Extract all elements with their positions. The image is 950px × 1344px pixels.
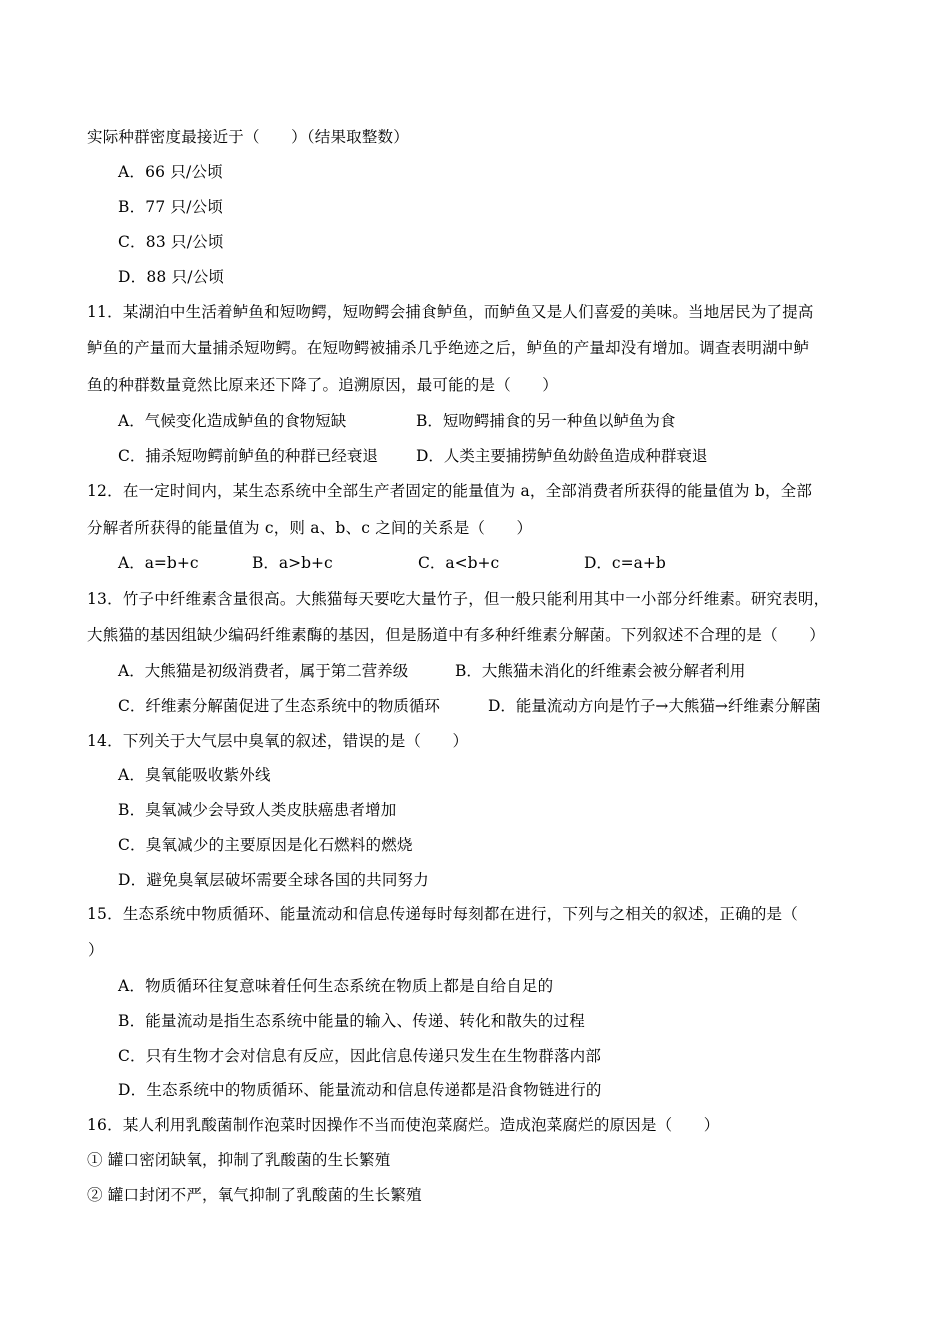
q10-option-a: A．66 只/公顷 — [118, 163, 223, 181]
q11-option-d: D．人类主要捕捞鲈鱼幼龄鱼造成种群衰退 — [416, 447, 708, 465]
q11-option-b: B．短吻鳄捕食的另一种鱼以鲈鱼为食 — [416, 412, 676, 430]
q11-stem-line-2: 鲈鱼的产量而大量捕杀短吻鳄。在短吻鳄被捕杀几乎绝迹之后，鲈鱼的产量却没有增加。调查表明湖中鲈 — [87, 339, 810, 357]
q11-option-c: C．捕杀短吻鳄前鲈鱼的种群已经衰退 — [118, 447, 378, 465]
q15-option-c: C．只有生物才会对信息有反应，因此信息传递只发生在生物群落内部 — [118, 1047, 602, 1065]
q12-option-c: C．a<b+c — [418, 554, 500, 572]
q12-option-d: D．c=a+b — [584, 554, 666, 572]
q16-item-2: ② 罐口封闭不严，氧气抑制了乳酸菌的生长繁殖 — [87, 1186, 422, 1204]
q13-options-row-1 — [118, 661, 878, 681]
q10-stem-end: 实际种群密度最接近于（ ）（结果取整数） — [87, 128, 409, 146]
q15-stem-line-2: ） — [88, 941, 104, 959]
q15-option-b: B．能量流动是指生态系统中能量的输入、传递、转化和散失的过程 — [118, 1012, 585, 1030]
q13-option-b: B．大熊猫未消化的纤维素会被分解者利用 — [455, 662, 746, 680]
q16-stem: 16．某人利用乳酸菌制作泡菜时因操作不当而使泡菜腐烂。造成泡菜腐烂的原因是（ ） — [87, 1116, 720, 1134]
q11-option-a: A．气候变化造成鲈鱼的食物短缺 — [118, 412, 347, 430]
q13-options-row-2 — [118, 696, 878, 716]
q14-option-d: D．避免臭氧层破坏需要全球各国的共同努力 — [118, 871, 429, 889]
q11-stem-line-1: 11．某湖泊中生活着鲈鱼和短吻鳄，短吻鳄会捕食鲈鱼，而鲈鱼又是人们喜爱的美味。当地居民为了提高 — [87, 303, 814, 321]
q16-item-1: ① 罐口密闭缺氧，抑制了乳酸菌的生长繁殖 — [87, 1151, 391, 1169]
q14-option-b: B．臭氧减少会导致人类皮肤癌患者增加 — [118, 801, 397, 819]
q15-stem-line-1: 15．生态系统中物质循环、能量流动和信息传递每时每刻都在进行，下列与之相关的叙述，正确的是（ — [87, 905, 798, 923]
q14-option-a: A．臭氧能吸收紫外线 — [118, 766, 271, 784]
q11-options-row-1 — [118, 411, 878, 431]
q12-options-row — [118, 553, 878, 573]
q15-option-d: D．生态系统中的物质循环、能量流动和信息传递都是沿食物链进行的 — [118, 1081, 602, 1099]
q14-option-c: C．臭氧减少的主要原因是化石燃料的燃烧 — [118, 836, 413, 854]
q13-option-d: D．能量流动方向是竹子→大熊猫→纤维素分解菌 — [488, 697, 821, 715]
q10-option-c: C．83 只/公顷 — [118, 233, 224, 251]
q13-option-a: A．大熊猫是初级消费者，属于第二营养级 — [118, 662, 409, 680]
q12-stem-line-2: 分解者所获得的能量值为 c，则 a、b、c 之间的关系是（ ） — [87, 519, 533, 537]
q11-options-row-2 — [118, 446, 878, 466]
q13-stem-line-1: 13．竹子中纤维素含量很高。大熊猫每天要吃大量竹子，但一般只能利用其中一小部分纤维素。研究表明， — [87, 590, 830, 608]
q12-stem-line-1: 12．在一定时间内，某生态系统中全部生产者固定的能量值为 a，全部消费者所获得的能量值为 b，全部 — [87, 482, 813, 500]
q15-option-a: A．物质循环往复意味着任何生态系统在物质上都是自给自足的 — [118, 977, 554, 995]
q12-option-a: A．a=b+c — [118, 554, 199, 572]
q10-option-b: B．77 只/公顷 — [118, 198, 224, 216]
q10-option-d: D．88 只/公顷 — [118, 268, 225, 286]
q12-option-b: B．a>b+c — [252, 554, 333, 572]
q11-stem-line-3: 鱼的种群数量竟然比原来还下降了。追溯原因，最可能的是（ ） — [87, 376, 559, 394]
q13-stem-line-2: 大熊猫的基因组缺少编码纤维素酶的基因，但是肠道中有多种纤维素分解菌。下列叙述不合理的是（ ） — [87, 626, 825, 644]
q14-stem: 14．下列关于大气层中臭氧的叙述，错误的是（ ） — [87, 732, 469, 750]
q13-option-c: C．纤维素分解菌促进了生态系统中的物质循环 — [118, 697, 440, 715]
